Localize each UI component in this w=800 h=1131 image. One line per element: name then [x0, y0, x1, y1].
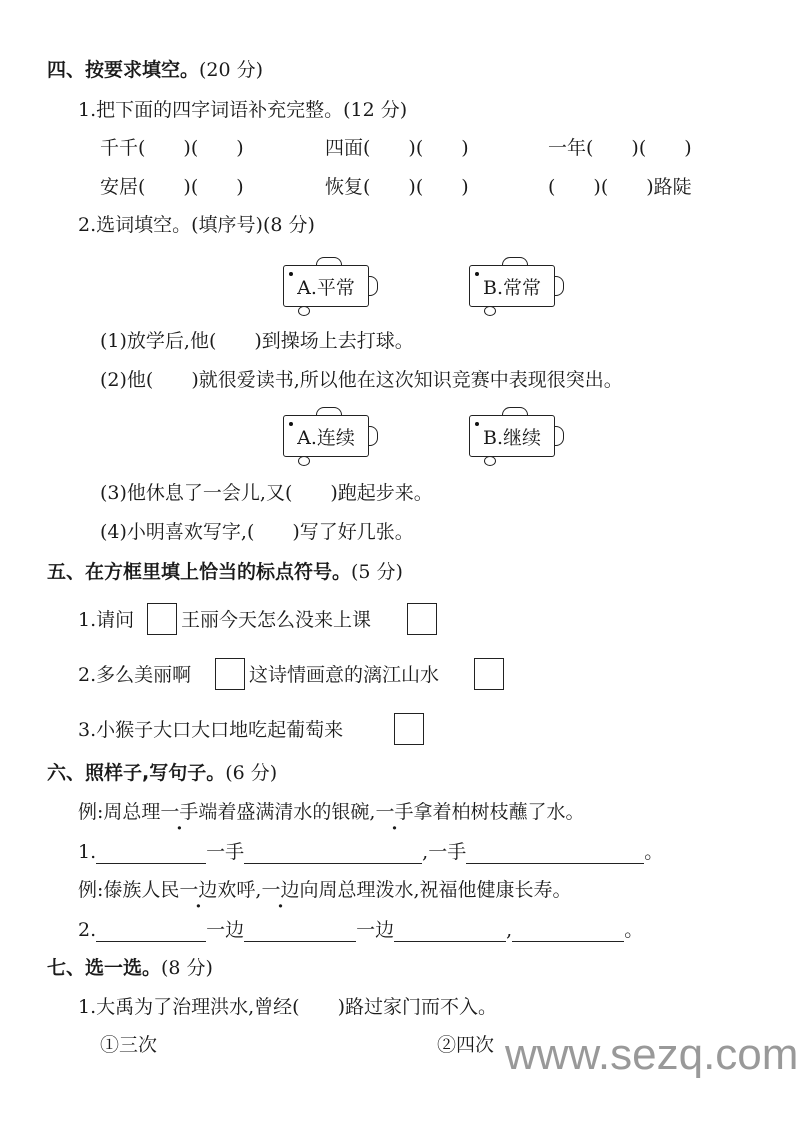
question-4-1: 1.把下面的四字词语补充完整。(12 分) [78, 99, 408, 121]
choice-question-1: 1.大禹为了治理洪水,曾经( )路过家门而不入。 [78, 996, 497, 1018]
card-label: A.连续 [297, 426, 355, 449]
text: 一边 [356, 919, 395, 941]
text: 端着盛满清水的银碗, [198, 801, 376, 823]
punct-q1-a: 1.请问 [78, 609, 135, 631]
section4-heading [47, 58, 263, 82]
sentence-3[interactable]: (3)他休息了一会儿,又( )跑起步来。 [100, 482, 433, 504]
num: 2. [78, 919, 97, 941]
section-title: 六、照样子,写句子。 [47, 762, 226, 784]
answer-blank[interactable] [96, 843, 206, 864]
word-card-a [283, 265, 369, 307]
word-card-b [469, 265, 555, 307]
sentence-4[interactable]: (4)小明喜欢写字,( )写了好几张。 [100, 521, 414, 543]
punctuation-box[interactable] [474, 658, 504, 690]
section-score: (6 分) [225, 762, 278, 784]
option-2[interactable]: ②四次 [437, 1034, 495, 1056]
word-card-a [283, 415, 369, 457]
imitate-q2 [78, 918, 643, 942]
section-title: 五、在方框里填上恰当的标点符号。 [47, 561, 352, 583]
punct-q2-b: 这诗情画意的漓江山水 [249, 664, 440, 686]
section-score: (20 分) [199, 59, 264, 81]
text: 一边 [206, 919, 245, 941]
idiom-blank[interactable]: 四面( )( ) [325, 137, 469, 159]
text: 欢呼, [217, 879, 262, 901]
imitate-q1 [78, 840, 663, 864]
text: 拿着柏树枝蘸了水。 [413, 801, 585, 823]
answer-blank[interactable] [244, 921, 356, 942]
emphasis: 一边 [179, 879, 218, 901]
text: 例:周总理 [78, 801, 161, 823]
text: , [506, 919, 513, 941]
text: 例:傣族人民 [78, 879, 180, 901]
punctuation-box[interactable] [407, 603, 437, 635]
example-1 [78, 800, 585, 824]
section-title: 七、选一选。 [47, 957, 162, 979]
punctuation-box[interactable] [147, 603, 177, 635]
card-label: A.平常 [297, 276, 355, 299]
punctuation-box[interactable] [215, 658, 245, 690]
section7-heading [47, 956, 213, 980]
section-title: 四、按要求填空。 [47, 59, 200, 81]
sentence-1[interactable]: (1)放学后,他( )到操场上去打球。 [100, 330, 414, 352]
section6-heading [47, 761, 277, 785]
section5-heading [47, 560, 403, 584]
answer-blank[interactable] [244, 843, 422, 864]
idiom-blank[interactable]: 恢复( )( ) [325, 176, 469, 198]
text: ,一手 [422, 841, 467, 863]
punctuation-box[interactable] [394, 713, 424, 745]
punct-q3: 3.小猴子大口大口地吃起葡萄来 [78, 719, 344, 741]
text: 向周总理泼水,祝福他健康长寿。 [299, 879, 572, 901]
text: 一手 [206, 841, 245, 863]
punct-q1-b: 王丽今天怎么没来上课 [181, 609, 372, 631]
num: 1. [78, 841, 97, 863]
watermark: www.sezq.com [505, 1030, 799, 1079]
answer-blank[interactable] [466, 843, 644, 864]
example-2 [78, 878, 572, 902]
idiom-blank[interactable]: 安居( )( ) [100, 176, 244, 198]
card-label: B.继续 [482, 426, 541, 449]
answer-blank[interactable] [512, 921, 624, 942]
word-card-b [469, 415, 555, 457]
punct-q2-a: 2.多么美丽啊 [78, 664, 192, 686]
text: 。 [644, 841, 664, 863]
emphasis: 一手 [375, 801, 414, 823]
card-label: B.常常 [482, 276, 541, 299]
option-1[interactable]: ①三次 [100, 1034, 158, 1056]
emphasis: 一边 [261, 879, 300, 901]
idiom-blank[interactable]: ( )( )路陡 [548, 176, 692, 198]
text: 。 [624, 919, 644, 941]
idiom-blank[interactable]: 千千( )( ) [100, 137, 244, 159]
sentence-2[interactable]: (2)他( )就很爱读书,所以他在这次知识竞赛中表现很突出。 [100, 369, 623, 391]
section-score: (5 分) [351, 561, 403, 583]
idiom-blank[interactable]: 一年( )( ) [548, 137, 692, 159]
emphasis: 一手 [160, 801, 199, 823]
section-score: (8 分) [161, 957, 213, 979]
answer-blank[interactable] [394, 921, 506, 942]
question-4-2: 2.选词填空。(填序号)(8 分) [78, 214, 315, 236]
answer-blank[interactable] [96, 921, 206, 942]
